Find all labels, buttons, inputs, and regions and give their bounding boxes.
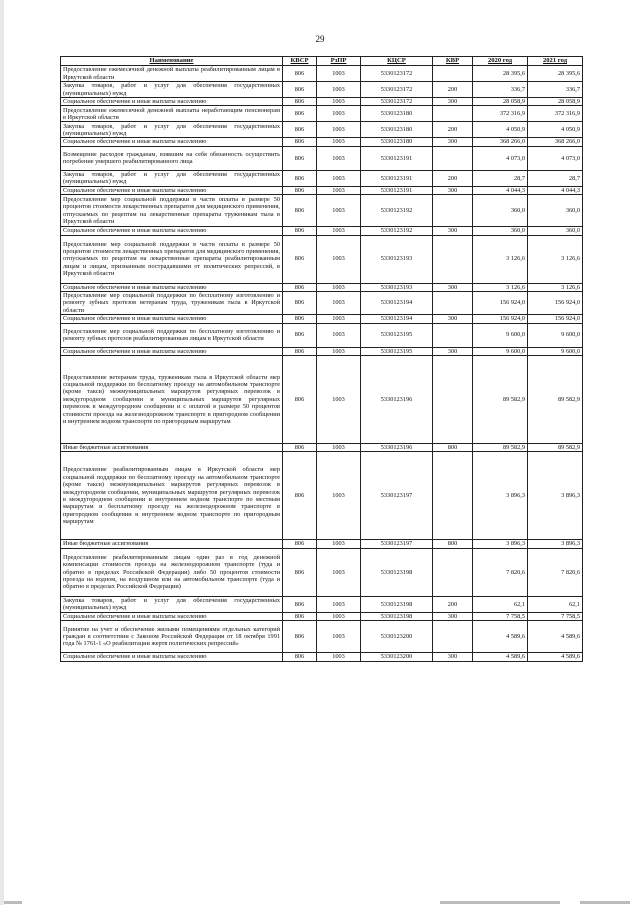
cell-kcsr: 5330123180 <box>361 122 433 138</box>
table-row <box>61 170 583 186</box>
cell-kcsr: 5330123200 <box>361 653 433 661</box>
table-row <box>61 122 583 138</box>
cell-2020: 89 582,9 <box>473 444 528 452</box>
cell-2020: 336,7 <box>473 82 528 98</box>
cell-rzpr: 1003 <box>317 98 361 106</box>
cell-kvr: 300 <box>433 186 473 194</box>
cell-2021: 4 589,6 <box>528 653 583 661</box>
scan-bottom-marks <box>0 899 640 905</box>
cell-kcsr: 5330123200 <box>361 621 433 653</box>
cell-rzpr: 1003 <box>317 195 361 227</box>
cell-kvr: 300 <box>433 612 473 620</box>
cell-2021: 372 316,9 <box>528 106 583 122</box>
cell-2020: 372 316,9 <box>473 106 528 122</box>
cell-name: Закупка товаров, работ и услуг для обеспечения государственных (муниципальных) нужд <box>61 82 283 98</box>
cell-kvsr: 806 <box>283 170 317 186</box>
cell-2021: 28 395,6 <box>528 66 583 82</box>
cell-rzpr: 1003 <box>317 122 361 138</box>
cell-kcsr: 5330123172 <box>361 66 433 82</box>
cell-2020: 4 589,6 <box>473 621 528 653</box>
cell-2021: 4 044,3 <box>528 186 583 194</box>
cell-kcsr: 5330123194 <box>361 315 433 323</box>
col-header-2020: 2020 год <box>473 57 528 66</box>
col-header-kvsr: КВСР <box>283 57 317 66</box>
cell-name: Социальное обеспечение и иные выплаты населению <box>61 138 283 146</box>
cell-kvsr: 806 <box>283 235 317 283</box>
cell-kvsr: 806 <box>283 98 317 106</box>
cell-2020: 3 896,3 <box>473 540 528 548</box>
scan-edge <box>0 0 4 905</box>
cell-kcsr: 5330123197 <box>361 540 433 548</box>
cell-name: Иные бюджетные ассигнования <box>61 540 283 548</box>
cell-2021: 156 924,0 <box>528 292 583 315</box>
cell-rzpr: 1003 <box>317 612 361 620</box>
cell-kvsr: 806 <box>283 82 317 98</box>
cell-name: Предоставление мер социальной поддержки в части оплаты в размере 50 процентов стоимости лекарственных препаратов для медицинского применения, отпускаемых по рецептам на лекарственные препараты реабилитированным лицам и лицам, признанным пострадавшими от политических репрессий, в Иркутской области <box>61 235 283 283</box>
cell-kvsr: 806 <box>283 323 317 347</box>
cell-name: Закупка товаров, работ и услуг для обеспечения государственных (муниципальных) нужд <box>61 596 283 612</box>
cell-kvsr: 806 <box>283 66 317 82</box>
cell-2021: 4 589,6 <box>528 621 583 653</box>
cell-2021: 368 266,0 <box>528 138 583 146</box>
cell-2021: 156 924,0 <box>528 315 583 323</box>
cell-2020: 9 600,0 <box>473 347 528 355</box>
table-row <box>61 452 583 540</box>
cell-rzpr: 1003 <box>317 138 361 146</box>
cell-kvsr: 806 <box>283 195 317 227</box>
cell-kcsr: 5330123172 <box>361 98 433 106</box>
cell-2021: 4 050,9 <box>528 122 583 138</box>
cell-2021: 3 126,6 <box>528 235 583 283</box>
cell-kcsr: 5330123191 <box>361 170 433 186</box>
cell-kcsr: 5330123193 <box>361 283 433 291</box>
cell-kcsr: 5330123195 <box>361 323 433 347</box>
cell-2021: 7 820,6 <box>528 548 583 596</box>
cell-kvr <box>433 621 473 653</box>
cell-2021: 3 896,3 <box>528 452 583 540</box>
cell-kvr: 300 <box>433 138 473 146</box>
cell-2021: 89 582,9 <box>528 356 583 444</box>
cell-kvr: 200 <box>433 170 473 186</box>
cell-kvsr: 806 <box>283 596 317 612</box>
cell-kvsr: 806 <box>283 292 317 315</box>
cell-name: Социальное обеспечение и иные выплаты населению <box>61 283 283 291</box>
table-header-row <box>61 57 583 66</box>
cell-name: Возмещение расходов гражданам, взявшим на себя обязанность осуществить погребение умершего реабилитированного лица <box>61 146 283 170</box>
cell-name: Социальное обеспечение и иные выплаты населению <box>61 227 283 235</box>
table-row <box>61 444 583 452</box>
cell-2021: 4 073,0 <box>528 146 583 170</box>
cell-2020: 62,1 <box>473 596 528 612</box>
cell-kvr: 200 <box>433 596 473 612</box>
cell-kvr: 300 <box>433 347 473 355</box>
cell-kvsr: 806 <box>283 347 317 355</box>
cell-kvr: 200 <box>433 82 473 98</box>
cell-kcsr: 5330123198 <box>361 548 433 596</box>
table-row <box>61 195 583 227</box>
cell-name: Предоставление ветеранам труда, труженикам тыла в Иркутской области мер социальной поддержки по бесплатному проезду на автомобильном транспорте (кроме такси) межмуниципальных маршрутов регулярных перевозок в междугородном сообщении и муниципальных маршрутов регулярных перевозок в междугородном сообщении и с оплатой в размере 50 процентов стоимости проезда на железнодорожном транспорте в пригородном сообщении и внутреннем водном транспорте по пригородным маршрутам <box>61 356 283 444</box>
cell-kvsr: 806 <box>283 315 317 323</box>
cell-kvr <box>433 356 473 444</box>
cell-kvsr: 806 <box>283 653 317 661</box>
cell-kvsr: 806 <box>283 444 317 452</box>
cell-kvr <box>433 66 473 82</box>
cell-2020: 4 589,6 <box>473 653 528 661</box>
cell-kvsr: 806 <box>283 186 317 194</box>
cell-name: Предоставление мер социальной поддержки в части оплаты в размере 50 процентов стоимости лекарственных препаратов для медицинского применения, отпускаемых по рецептам на лекарственные препараты труженикам тыла в Иркутской области <box>61 195 283 227</box>
table-row <box>61 186 583 194</box>
cell-rzpr: 1003 <box>317 292 361 315</box>
cell-2020: 3 896,3 <box>473 452 528 540</box>
cell-rzpr: 1003 <box>317 146 361 170</box>
cell-kcsr: 5330123180 <box>361 138 433 146</box>
table-row <box>61 653 583 661</box>
cell-name: Социальное обеспечение и иные выплаты населению <box>61 186 283 194</box>
cell-rzpr: 1003 <box>317 170 361 186</box>
cell-kvr: 200 <box>433 122 473 138</box>
col-header-kcsr: КЦСР <box>361 57 433 66</box>
cell-rzpr: 1003 <box>317 621 361 653</box>
cell-2020: 9 600,0 <box>473 323 528 347</box>
cell-2020: 360,0 <box>473 195 528 227</box>
cell-name: Закупка товаров, работ и услуг для обеспечения государственных (муниципальных) нужд <box>61 170 283 186</box>
cell-2020: 4 073,0 <box>473 146 528 170</box>
cell-kcsr: 5330123192 <box>361 227 433 235</box>
cell-2020: 368 266,0 <box>473 138 528 146</box>
cell-rzpr: 1003 <box>317 315 361 323</box>
cell-rzpr: 1003 <box>317 548 361 596</box>
cell-kcsr: 5330123180 <box>361 106 433 122</box>
table-row <box>61 283 583 291</box>
cell-2020: 28 058,9 <box>473 98 528 106</box>
cell-2020: 360,0 <box>473 227 528 235</box>
cell-2020: 3 126,6 <box>473 235 528 283</box>
table-row <box>61 146 583 170</box>
table-row <box>61 596 583 612</box>
col-header-2021: 2021 год <box>528 57 583 66</box>
cell-kvr <box>433 452 473 540</box>
cell-kvr: 800 <box>433 444 473 452</box>
table-row <box>61 548 583 596</box>
cell-kcsr: 5330123198 <box>361 612 433 620</box>
table-row <box>61 235 583 283</box>
cell-name: Предоставление мер социальной поддержки по бесплатному изготовлению и ремонту зубных протезов ветеранам труда, труженикам тыла в Иркутской области <box>61 292 283 315</box>
cell-2020: 89 582,9 <box>473 356 528 444</box>
cell-name: Предоставление реабилитированным лицам в Иркутской области мер социальной поддержки по бесплатному проезду на автомобильном транспорте (кроме такси) межмуниципальных маршрутов регулярных перевозок в междугородном сообщении, муниципальных маршрутов регулярных перевозок в междугородном сообщении и внутреннем водном транспорте по местным маршрутам и бесплатному проезду на железнодорожном транспорте в пригородном сообщении и внутреннем водном транспорте по пригородным маршрутам <box>61 452 283 540</box>
cell-name: Закупка товаров, работ и услуг для обеспечения государственных (муниципальных) нужд <box>61 122 283 138</box>
cell-name: Социальное обеспечение и иные выплаты населению <box>61 347 283 355</box>
cell-kvsr: 806 <box>283 612 317 620</box>
table-row <box>61 347 583 355</box>
cell-2021: 89 582,9 <box>528 444 583 452</box>
cell-rzpr: 1003 <box>317 82 361 98</box>
cell-kvr <box>433 106 473 122</box>
cell-kvsr: 806 <box>283 138 317 146</box>
col-header-kvr: КВР <box>433 57 473 66</box>
table-row <box>61 540 583 548</box>
cell-kvsr: 806 <box>283 106 317 122</box>
cell-2021: 7 758,5 <box>528 612 583 620</box>
cell-kvr <box>433 323 473 347</box>
cell-rzpr: 1003 <box>317 444 361 452</box>
cell-kcsr: 5330123195 <box>361 347 433 355</box>
cell-rzpr: 1003 <box>317 347 361 355</box>
cell-2021: 360,0 <box>528 227 583 235</box>
page-number: 29 <box>315 34 325 44</box>
cell-name: Социальное обеспечение и иные выплаты населению <box>61 653 283 661</box>
cell-kcsr: 5330123196 <box>361 356 433 444</box>
cell-kcsr: 5330123191 <box>361 146 433 170</box>
cell-kcsr: 5330123193 <box>361 235 433 283</box>
table-row <box>61 292 583 315</box>
table-row <box>61 612 583 620</box>
table-row <box>61 66 583 82</box>
cell-name: Предоставление ежемесячной денежной выплаты неработающим пенсионерам в Иркутской области <box>61 106 283 122</box>
table-row <box>61 106 583 122</box>
table-row <box>61 227 583 235</box>
cell-kvsr: 806 <box>283 283 317 291</box>
cell-kvr <box>433 235 473 283</box>
cell-rzpr: 1003 <box>317 106 361 122</box>
cell-kcsr: 5330123197 <box>361 452 433 540</box>
cell-rzpr: 1003 <box>317 235 361 283</box>
cell-name: Социальное обеспечение и иные выплаты населению <box>61 315 283 323</box>
cell-kvsr: 806 <box>283 146 317 170</box>
cell-kcsr: 5330123191 <box>361 186 433 194</box>
cell-name: Предоставление мер социальной поддержки по бесплатному изготовлению и ремонту зубных протезов реабилитированным лицам в Иркутской области <box>61 323 283 347</box>
cell-name: Социальное обеспечение и иные выплаты населению <box>61 98 283 106</box>
table-row <box>61 323 583 347</box>
cell-kvr <box>433 146 473 170</box>
cell-2020: 28,7 <box>473 170 528 186</box>
cell-rzpr: 1003 <box>317 66 361 82</box>
cell-2021: 9 600,0 <box>528 323 583 347</box>
cell-kvr: 300 <box>433 315 473 323</box>
cell-name: Принятие на учет и обеспечение жилыми помещениями отдельных категорий граждан в соответствии с Законом Российской Федерации от 18 октября 1991 года № 1761-1 «О реабилитации жертв политических репрессий» <box>61 621 283 653</box>
cell-2020: 3 126,6 <box>473 283 528 291</box>
cell-2021: 336,7 <box>528 82 583 98</box>
cell-kvsr: 806 <box>283 540 317 548</box>
table-row <box>61 356 583 444</box>
cell-kvr <box>433 195 473 227</box>
cell-2021: 28 058,9 <box>528 98 583 106</box>
cell-2021: 3 896,3 <box>528 540 583 548</box>
cell-2021: 62,1 <box>528 596 583 612</box>
cell-rzpr: 1003 <box>317 283 361 291</box>
cell-name: Социальное обеспечение и иные выплаты населению <box>61 612 283 620</box>
cell-2020: 4 044,3 <box>473 186 528 194</box>
cell-kvsr: 806 <box>283 452 317 540</box>
cell-rzpr: 1003 <box>317 227 361 235</box>
cell-kvr: 800 <box>433 540 473 548</box>
cell-kvsr: 806 <box>283 356 317 444</box>
cell-2020: 4 050,9 <box>473 122 528 138</box>
cell-2020: 156 924,0 <box>473 292 528 315</box>
cell-kcsr: 5330123192 <box>361 195 433 227</box>
cell-kcsr: 5330123196 <box>361 444 433 452</box>
cell-2020: 28 395,6 <box>473 66 528 82</box>
cell-kvsr: 806 <box>283 122 317 138</box>
budget-table <box>60 56 583 662</box>
cell-name: Предоставление ежемесячной денежной выплаты реабилитированным лицам в Иркутской области <box>61 66 283 82</box>
cell-rzpr: 1003 <box>317 356 361 444</box>
cell-kvsr: 806 <box>283 621 317 653</box>
cell-name: Иные бюджетные ассигнования <box>61 444 283 452</box>
cell-kvr: 300 <box>433 283 473 291</box>
cell-2020: 7 820,6 <box>473 548 528 596</box>
cell-kvsr: 806 <box>283 548 317 596</box>
cell-kvr: 300 <box>433 653 473 661</box>
table-row <box>61 82 583 98</box>
cell-2021: 3 126,6 <box>528 283 583 291</box>
cell-rzpr: 1003 <box>317 653 361 661</box>
cell-2020: 7 758,5 <box>473 612 528 620</box>
cell-kvsr: 806 <box>283 227 317 235</box>
cell-kvr: 300 <box>433 227 473 235</box>
cell-rzpr: 1003 <box>317 540 361 548</box>
table-row <box>61 98 583 106</box>
cell-kvr: 300 <box>433 98 473 106</box>
table-row <box>61 621 583 653</box>
cell-kcsr: 5330123172 <box>361 82 433 98</box>
cell-name: Предоставление реабилитированным лицам один раз в год денежной компенсации стоимости проезда на железнодорожном транспорте (туда и обратно в пределах Российской Федерации) либо 50 процентов стоимости проезда на водном, на воздушном или на автомобильном транспорте (туда и обратно в пределах Российской Федерации) <box>61 548 283 596</box>
cell-2020: 156 924,0 <box>473 315 528 323</box>
cell-2021: 360,0 <box>528 195 583 227</box>
cell-rzpr: 1003 <box>317 452 361 540</box>
cell-kcsr: 5330123198 <box>361 596 433 612</box>
cell-kvr <box>433 548 473 596</box>
cell-rzpr: 1003 <box>317 323 361 347</box>
table-row <box>61 315 583 323</box>
cell-2021: 28,7 <box>528 170 583 186</box>
cell-kvr <box>433 292 473 315</box>
cell-kcsr: 5330123194 <box>361 292 433 315</box>
col-header-rzpr: РзПР <box>317 57 361 66</box>
cell-rzpr: 1003 <box>317 186 361 194</box>
cell-2021: 9 600,0 <box>528 347 583 355</box>
table-row <box>61 138 583 146</box>
cell-rzpr: 1003 <box>317 596 361 612</box>
col-header-name: Наименование <box>61 57 283 66</box>
